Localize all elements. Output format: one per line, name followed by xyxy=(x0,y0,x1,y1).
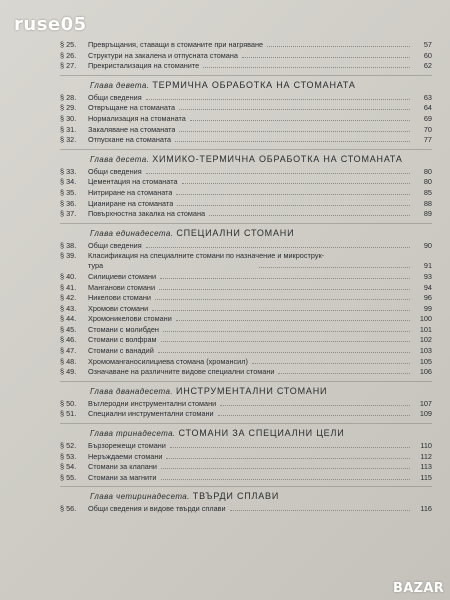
divider xyxy=(60,423,432,424)
toc-entry xyxy=(60,335,432,346)
leader-dots xyxy=(242,57,410,58)
section-title: Стомани с ванадий xyxy=(88,346,154,356)
toc-entry xyxy=(60,188,432,199)
leader-dots xyxy=(252,363,410,364)
toc-entry xyxy=(60,367,432,378)
page-number: 63 xyxy=(423,92,432,102)
section-title: Нитриране на стоманата xyxy=(88,187,173,197)
section-number: § 46. xyxy=(60,335,77,345)
leader-dots xyxy=(230,510,410,511)
section-number: § 48. xyxy=(60,356,77,366)
toc-entry xyxy=(60,61,432,72)
section-title: Прекристализация на стоманите xyxy=(88,61,200,71)
section-number: § 32. xyxy=(60,135,77,145)
page-number: 64 xyxy=(423,103,432,113)
toc-entry xyxy=(60,325,432,336)
section-number: § 28. xyxy=(60,92,77,102)
leader-dots xyxy=(152,310,410,311)
leader-dots xyxy=(159,289,410,290)
chapter-number: Глава дванадесета. xyxy=(90,386,173,396)
page-number: 88 xyxy=(423,198,432,208)
section-number: § 55. xyxy=(60,472,77,482)
section-title: Неръждаеми стомани xyxy=(88,451,163,461)
toc-entry xyxy=(60,272,432,283)
section-number: § 25. xyxy=(60,40,77,49)
section-title: Стомани за клапани xyxy=(88,462,157,472)
site-watermark: ruse05 xyxy=(14,14,87,35)
section-title: Общи сведения xyxy=(88,166,142,176)
leader-dots xyxy=(155,299,410,300)
toc-entry xyxy=(60,209,432,220)
section-number: § 30. xyxy=(60,113,77,123)
section-number: § 33. xyxy=(60,166,77,176)
section-number: § 50. xyxy=(60,398,77,408)
toc-entry xyxy=(60,40,432,51)
section-title-cont: тура xyxy=(88,261,104,271)
section-title: Означаване на различните видове специални стомани xyxy=(88,367,275,377)
leader-dots xyxy=(176,320,410,321)
toc-entry xyxy=(60,177,432,188)
section-title: Нормализация на стоманата xyxy=(88,113,186,123)
toc-entry xyxy=(60,51,432,62)
leader-dots xyxy=(259,267,410,268)
chapter-number: Глава десета. xyxy=(90,154,150,164)
section-number: § 47. xyxy=(60,346,77,356)
section-title: Хромоникелови стомани xyxy=(88,314,172,324)
leader-dots xyxy=(182,183,410,184)
section-title: Хромови стомани xyxy=(88,303,149,313)
chapter-number: Глава единадесета. xyxy=(90,228,174,238)
page-number: 112 xyxy=(420,451,432,461)
section-title: Специални инструментални стомани xyxy=(88,409,214,419)
leader-dots xyxy=(177,205,410,206)
toc-entry xyxy=(60,114,432,125)
divider xyxy=(60,149,432,150)
toc-entry xyxy=(60,199,432,210)
section-number: § 49. xyxy=(60,367,77,377)
chapter-title: ХИМИКО-ТЕРМИЧНА ОБРАБОТКА НА СТОМАНАТА xyxy=(152,153,403,164)
section-title: Отвръщане на стоманата xyxy=(88,103,176,113)
section-title: Хромоманганосилициева стомана (хромансил) xyxy=(88,356,248,366)
page-number: 110 xyxy=(420,441,432,451)
leader-dots xyxy=(146,173,410,174)
toc-entry xyxy=(60,504,432,515)
section-title: Стомани с волфрам xyxy=(88,335,157,345)
section-title: Манганови стомани xyxy=(88,282,156,292)
divider xyxy=(60,223,432,224)
section-title: Бързорежещи стомани xyxy=(88,441,166,451)
chapter-heading xyxy=(90,80,432,90)
toc-entry xyxy=(60,346,432,357)
toc-entry xyxy=(60,462,432,473)
leader-dots xyxy=(160,278,410,279)
page-number: 85 xyxy=(423,187,432,197)
chapter-number: Глава четиринадесета. xyxy=(90,492,190,502)
chapter-heading xyxy=(90,228,432,238)
leader-dots xyxy=(175,141,410,142)
divider xyxy=(60,381,432,382)
section-number: § 53. xyxy=(60,451,77,461)
section-number: § 43. xyxy=(60,303,77,313)
chapter-title: ТВЪРДИ СПЛАВИ xyxy=(192,491,280,502)
page-number: 100 xyxy=(419,314,432,324)
page-number: 103 xyxy=(419,346,432,356)
chapter-number: Глава тринадесета. xyxy=(90,429,176,439)
chapter-title: ИНСТРУМЕНТАЛНИ СТОМАНИ xyxy=(175,385,328,396)
leader-dots xyxy=(179,131,410,132)
section-title: Стомани за магнити xyxy=(88,472,157,482)
toc-entry xyxy=(60,409,432,420)
leader-dots xyxy=(170,447,410,448)
leader-dots xyxy=(146,247,410,248)
toc-entry xyxy=(60,103,432,114)
leader-dots xyxy=(179,109,410,110)
chapter-heading xyxy=(90,386,432,396)
section-number: § 51. xyxy=(60,409,77,419)
toc-entry-continuation xyxy=(60,261,432,272)
page-number: 116 xyxy=(420,504,432,514)
section-title: Класификация на специалните стомани по назначение и микрострук- xyxy=(88,251,325,261)
toc-entry xyxy=(60,125,432,136)
leader-dots xyxy=(278,373,410,374)
leader-dots xyxy=(166,458,410,459)
section-title: Отпускане на стоманата xyxy=(88,135,172,145)
page-number: 109 xyxy=(419,409,432,419)
page-number: 106 xyxy=(419,367,432,377)
page-number: 57 xyxy=(423,40,432,49)
section-title: Повърхностна закалка на стомана xyxy=(88,209,206,219)
leader-dots xyxy=(203,67,410,68)
chapter-title: ТЕРМИЧНА ОБРАБОТКА НА СТОМАНАТА xyxy=(152,79,356,90)
table-of-contents xyxy=(60,40,432,515)
toc-entry xyxy=(60,314,432,325)
page-number: 101 xyxy=(419,324,432,334)
section-title: Въглеродни инструментални стомани xyxy=(88,398,217,408)
leader-dots xyxy=(161,479,411,480)
toc-entry xyxy=(60,293,432,304)
section-number: § 38. xyxy=(60,240,77,250)
section-number: § 26. xyxy=(60,50,77,60)
page-number: 94 xyxy=(423,282,432,292)
leader-dots xyxy=(158,352,410,353)
page-number: 77 xyxy=(423,135,432,145)
page-number: 80 xyxy=(423,166,432,176)
leader-dots xyxy=(218,415,410,416)
toc-entry xyxy=(60,93,432,104)
leader-dots xyxy=(209,215,410,216)
chapter-title: СПЕЦИАЛНИ СТОМАНИ xyxy=(176,227,295,238)
section-number: § 29. xyxy=(60,103,77,113)
page-number: 80 xyxy=(423,177,432,187)
section-title: Общи сведения xyxy=(88,92,142,102)
section-number: § 40. xyxy=(60,271,77,281)
section-title: Стомани с молибден xyxy=(88,324,159,334)
chapter-heading xyxy=(90,491,432,501)
section-number: § 52. xyxy=(60,441,77,451)
leader-dots xyxy=(176,194,410,195)
page-number: 89 xyxy=(423,209,432,219)
toc-entry xyxy=(60,304,432,315)
section-number: § 34. xyxy=(60,177,77,187)
chapter-title: СТОМАНИ ЗА СПЕЦИАЛНИ ЦЕЛИ xyxy=(178,428,345,439)
leader-dots xyxy=(161,341,410,342)
divider xyxy=(60,75,432,76)
section-number: § 56. xyxy=(60,504,77,514)
page-number: 69 xyxy=(423,113,432,123)
toc-entry xyxy=(60,251,432,261)
page-number: 70 xyxy=(423,124,432,134)
toc-entry xyxy=(60,473,432,484)
section-number: § 41. xyxy=(60,282,77,292)
section-title: Силициеви стомани xyxy=(88,271,157,281)
section-title: Превръщания, ставащи в стоманите при нагряване xyxy=(88,40,264,49)
section-title: Цианиране на стоманата xyxy=(88,198,174,208)
section-number: § 27. xyxy=(60,61,77,71)
section-title: Цементация на стоманата xyxy=(88,177,178,187)
section-number: § 44. xyxy=(60,314,77,324)
toc-entry xyxy=(60,167,432,178)
leader-dots xyxy=(146,99,410,100)
toc-entry xyxy=(60,441,432,452)
section-number: § 37. xyxy=(60,209,77,219)
bazar-logo: BAZAR xyxy=(393,581,444,596)
chapter-heading xyxy=(90,154,432,164)
chapter-heading xyxy=(90,428,432,438)
section-number: § 39. xyxy=(60,251,77,261)
section-title: Закаляване на стоманата xyxy=(88,124,176,134)
section-title: Никелови стомани xyxy=(88,293,151,303)
page-number: 91 xyxy=(423,261,433,271)
page-number: 107 xyxy=(419,398,432,408)
page-number: 96 xyxy=(423,293,432,303)
page-number: 93 xyxy=(423,271,432,281)
leader-dots xyxy=(190,120,410,121)
page-number: 102 xyxy=(419,335,432,345)
leader-dots xyxy=(220,405,410,406)
toc-entry xyxy=(60,399,432,410)
toc-entry xyxy=(60,452,432,463)
section-number: § 54. xyxy=(60,462,77,472)
leader-dots xyxy=(161,468,410,469)
page-number: 115 xyxy=(420,472,432,482)
toc-entry xyxy=(60,357,432,368)
page-number: 105 xyxy=(419,356,432,366)
page-number: 99 xyxy=(423,303,432,313)
leader-dots xyxy=(267,46,410,47)
section-title: Общи сведения xyxy=(88,240,142,250)
page-number: 60 xyxy=(423,50,432,60)
toc-entry xyxy=(60,241,432,252)
section-title: Общи сведения и видове твърди сплави xyxy=(88,504,226,514)
chapter-number: Глава девета. xyxy=(90,80,150,90)
section-number: § 36. xyxy=(60,198,77,208)
page-number: 113 xyxy=(420,462,432,472)
page-number: 90 xyxy=(423,240,432,250)
section-number: § 42. xyxy=(60,293,77,303)
page-number: 62 xyxy=(423,61,432,71)
section-number: § 45. xyxy=(60,324,77,334)
toc-entry xyxy=(60,135,432,146)
toc-entry xyxy=(60,283,432,294)
section-number: § 31. xyxy=(60,124,77,134)
leader-dots xyxy=(163,331,410,332)
divider xyxy=(60,486,432,487)
section-title: Структури на закалена и отпусната стомана xyxy=(88,50,238,60)
section-number: § 35. xyxy=(60,187,77,197)
